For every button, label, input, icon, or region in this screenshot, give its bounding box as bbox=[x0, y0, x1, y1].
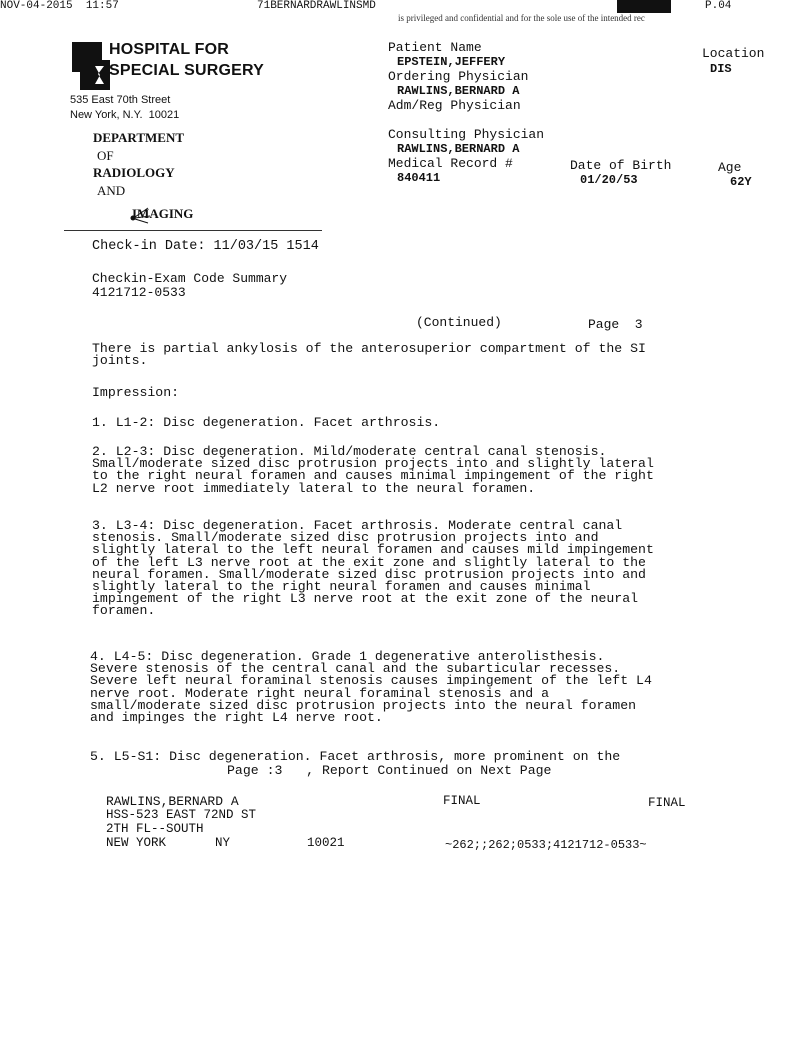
fax-page: P.04 bbox=[705, 0, 732, 12]
footer-address-line2: 2TH FL--SOUTH bbox=[106, 822, 204, 836]
page-number: Page 3 bbox=[588, 317, 643, 332]
admreg-physician-label: Adm/Reg Physician bbox=[388, 98, 521, 113]
report-findings-para: There is partial ankylosis of the anterosuperior compartment of the SI joints. bbox=[92, 341, 646, 369]
age-value: 62Y bbox=[730, 175, 752, 189]
impression-heading: Impression: bbox=[92, 385, 180, 400]
consulting-physician-label: Consulting Physician bbox=[388, 127, 545, 142]
fax-confidentiality: is privileged and confidential and for the sole use of the intended rec bbox=[398, 13, 645, 23]
footer-exam-code: ~262;;262;0533;4121712-0533~ bbox=[445, 838, 647, 852]
department-line2: OF bbox=[97, 148, 114, 163]
exam-summary-label: Checkin-Exam Code Summary bbox=[92, 271, 288, 286]
footer-address-line1: HSS-523 EAST 72ND ST bbox=[106, 808, 257, 822]
location-label: Location bbox=[702, 46, 765, 61]
mrn-value: 840411 bbox=[397, 171, 441, 185]
impression-item-4: 4. L4-5: Disc degeneration. Grade 1 degenerative anterolisthesis. Severe stenosis of the central canal and the subarticular recesses. Severe left neural foraminal stenosis causes impingement of the left L4 nerve root. Moderate right neural foraminal stenosis and a small/moderate sized disc protrusion projects into the neural foramen and impinges the right L4 nerve root. bbox=[90, 649, 652, 726]
department-line4: AND bbox=[97, 183, 126, 198]
exam-summary-code: 4121712-0533 bbox=[92, 285, 186, 300]
footer-zip: 10021 bbox=[307, 836, 345, 850]
continued-label: (Continued) bbox=[416, 315, 502, 330]
fax-datetime: NOV-04-2015 11:57 bbox=[0, 0, 119, 12]
fax-sender: 71BERNARDRAWLINSMD bbox=[257, 0, 376, 12]
footer-city: NEW YORK bbox=[106, 836, 167, 850]
mrn-label: Medical Record # bbox=[388, 156, 513, 171]
ordering-physician: RAWLINS,BERNARD A bbox=[397, 84, 520, 98]
impression-item-2: 2. L2-3: Disc degeneration. Mild/moderate central canal stenosis. Small/moderate sized disc protrusion projects into and slightly lateral to the right neural foramen and causes minimal impingement of the right L2 nerve root immediately lateral to the neural foramen. bbox=[92, 444, 654, 496]
hospital-address-line2: New York, N.Y. 10021 bbox=[70, 109, 180, 121]
department-line3: RADIOLOGY bbox=[93, 165, 175, 180]
hospital-name-line1: HOSPITAL FOR bbox=[109, 41, 230, 58]
consulting-physician: RAWLINS,BERNARD A bbox=[397, 142, 520, 156]
age-label: Age bbox=[718, 160, 742, 175]
header-divider bbox=[64, 230, 322, 231]
ordering-physician-label: Ordering Physician bbox=[388, 69, 529, 84]
patient-name-label: Patient Name bbox=[388, 40, 482, 55]
imaging-rays-icon bbox=[122, 186, 162, 206]
footer-status-2: FINAL bbox=[648, 796, 686, 810]
report-continued-footer: Page :3 , Report Continued on Next Page bbox=[227, 763, 552, 778]
department-line1: DEPARTMENT bbox=[93, 130, 185, 145]
footer-physician-name: RAWLINS,BERNARD A bbox=[106, 794, 239, 809]
hospital-name-line2: SPECIAL SURGERY bbox=[109, 62, 265, 79]
dob-label: Date of Birth bbox=[570, 158, 672, 173]
patient-name: EPSTEIN,JEFFERY bbox=[397, 55, 506, 69]
impression-item-5: 5. L5-S1: Disc degeneration. Facet arthrosis, more prominent on the bbox=[90, 749, 621, 764]
location-value: DIS bbox=[710, 62, 732, 76]
footer-status-1: FINAL bbox=[443, 794, 481, 808]
impression-item-1: 1. L1-2: Disc degeneration. Facet arthrosis. bbox=[92, 415, 441, 430]
redaction-block bbox=[617, 0, 671, 13]
dob-value: 01/20/53 bbox=[580, 173, 638, 187]
footer-state: NY bbox=[215, 836, 231, 850]
checkin-date: Check-in Date: 11/03/15 1514 bbox=[92, 239, 319, 254]
department-line5: IMAGING bbox=[132, 206, 194, 221]
impression-item-3: 3. L3-4: Disc degeneration. Facet arthrosis. Moderate central canal stenosis. Small/moderate sized disc protrusion projects into and slightly lateral to the left neural foramen and causes mild impingement of the left L3 nerve root at the exit zone and slightly lateral to the neural foramen. Small/moderate sized disc protrusion projects into and slightly lateral to the right neural foramen and causes minimal impingement of the right L3 nerve root at the exit zone of the neural foramen. bbox=[92, 518, 654, 619]
hospital-address-line1: 535 East 70th Street bbox=[70, 94, 171, 106]
hss-logo-icon bbox=[72, 42, 102, 72]
